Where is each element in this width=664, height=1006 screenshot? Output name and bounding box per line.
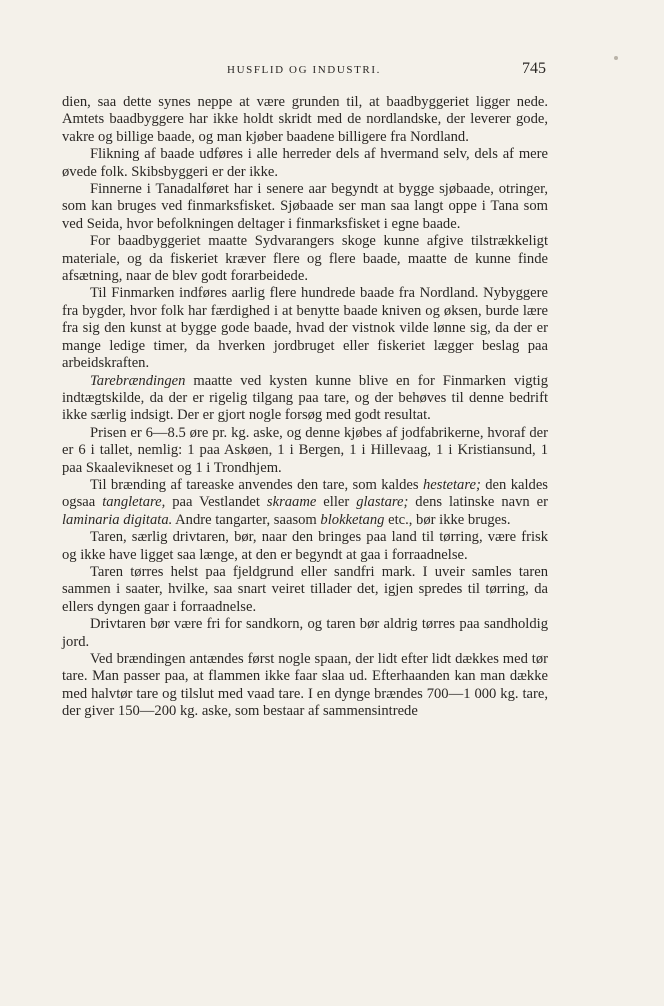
text-run: For baadbyggeriet maatte Sydvarangers skoge kunne afgive tilstrækkeligt materiale, og da fiskeriet kræver flere og flere baade, maatte de kunne finde afsætning, naar de blev godt forarbeidede. — [62, 233, 548, 285]
italic-term: laminaria digitata. — [62, 511, 173, 528]
text-run: eller — [316, 494, 357, 511]
text-run: Til Finmarken indføres aarlig flere hundrede baade fra Nordland. Nybyggere fra bygder, hvor folk har færdighed i at benytte baade kniven og øksen, burde lære fra sig den kunst at bygge gode baade, hvad der vistnok vilde lønne sig, da der er mange ledige timer, da hverken jordbruget eller fiskeriet lægger beslag paa arbeidskraften. — [62, 285, 548, 372]
text-run: Taren, særlig drivtaren, bør, naar den bringes paa land til tørring, være frisk og ikke have ligget saa længe, at den er begyndt at gaa i forraadnelse. — [62, 529, 548, 563]
italic-term: skraame — [266, 494, 317, 511]
text-run: dien, saa dette synes neppe at være grunden til, at baadbyggeriet ligger nede. Amtets baadbyggere har ikke holdt skridt med de nordlandske, der leverer gode, vakre og billige baade, og man kjøber baadene billigere fra Nordland. — [62, 94, 548, 145]
paragraph — [62, 529, 548, 564]
paragraph — [62, 146, 548, 181]
paragraph — [62, 477, 548, 529]
text-run: Flikning af baade udføres i alle herreder dels af hvermand selv, dels af mere øvede folk. Skibsbyggeri er der ikke. — [62, 146, 548, 180]
running-title: HUSFLID OG INDUSTRI. — [227, 64, 381, 76]
paragraph — [62, 233, 548, 285]
paragraph — [62, 564, 548, 616]
text-run: paa Vestlandet — [165, 494, 267, 511]
paragraph — [62, 616, 548, 651]
paragraph — [62, 94, 548, 146]
text-run: Andre tangarter, saasom — [172, 511, 321, 528]
paragraph — [62, 285, 548, 372]
italic-term: Tarebrændingen — [90, 372, 186, 389]
text-run: etc., bør ikke bruges. — [384, 511, 511, 528]
paragraph — [62, 425, 548, 477]
text-run: Taren tørres helst paa fjeldgrund eller sandfri mark. I uveir samles taren sammen i saater, hvilke, saa snart veiret tillader det, igjen spredes til tørring, da ellers dyngen gaar i forraadnelse. — [62, 563, 548, 615]
text-run: Ved brændingen antændes først nogle spaan, der lidt efter lidt dækkes med tør tare. Man passer paa, at flammen ikke faar slaa ud. Efterhaanden kan man dække med halvtør tare og tilslut med vaad tare. I en dynge brændes 700—1 000 kg. tare, der giver 150—200 kg. aske, som bestaar af sammensintrede — [62, 651, 548, 720]
text-run: Drivtaren bør være fri for sandkorn, og taren bør aldrig tørres paa sandholdig jord. — [62, 616, 548, 650]
page-number: 745 — [522, 60, 546, 77]
text-run: dens latinske navn er — [408, 494, 548, 511]
italic-term: tangletare, — [102, 494, 166, 511]
italic-term: glastare; — [356, 494, 409, 511]
paragraph — [62, 181, 548, 233]
paragraph — [62, 651, 548, 721]
text-run: maatte ved kysten kunne blive en for Finmarken vigtig indtægtskilde, da der er rigelig tilgang paa tare, og der behøves til denne bedrift ikke særlig indsigt. Der er gjort nogle forsøg med godt resultat. — [62, 372, 548, 424]
paragraph — [62, 373, 548, 425]
text-run: Prisen er 6—8.5 øre pr. kg. aske, og denne kjøbes af jodfabrikerne, hvoraf der er 6 i tallet, nemlig: 1 paa Askøen, 1 i Bergen, 1 i Hillevaag, 1 i Kristiansund, 1 paa Skaalevikneset og 1 i Trondhjem. — [62, 424, 548, 476]
text-run: Finnerne i Tanadalføret har i senere aar begyndt at bygge sjøbaade, otringer, som kan bruges ved finmarksfisket. Sjøbaade ser man saa langt oppe i Tana som ved Seida, hvor befolkningen deltager i finmarksfisket i egne baade. — [62, 181, 548, 232]
body-text — [62, 94, 548, 721]
text-run: den kaldes ogsaa — [62, 476, 548, 511]
page-header — [62, 60, 546, 84]
text-run: Til brænding af tareaske anvendes den tare, som kaldes — [90, 476, 423, 493]
italic-term: blokketang — [320, 511, 385, 528]
paper-speck — [614, 56, 618, 60]
italic-term: hestetare; — [423, 476, 481, 493]
